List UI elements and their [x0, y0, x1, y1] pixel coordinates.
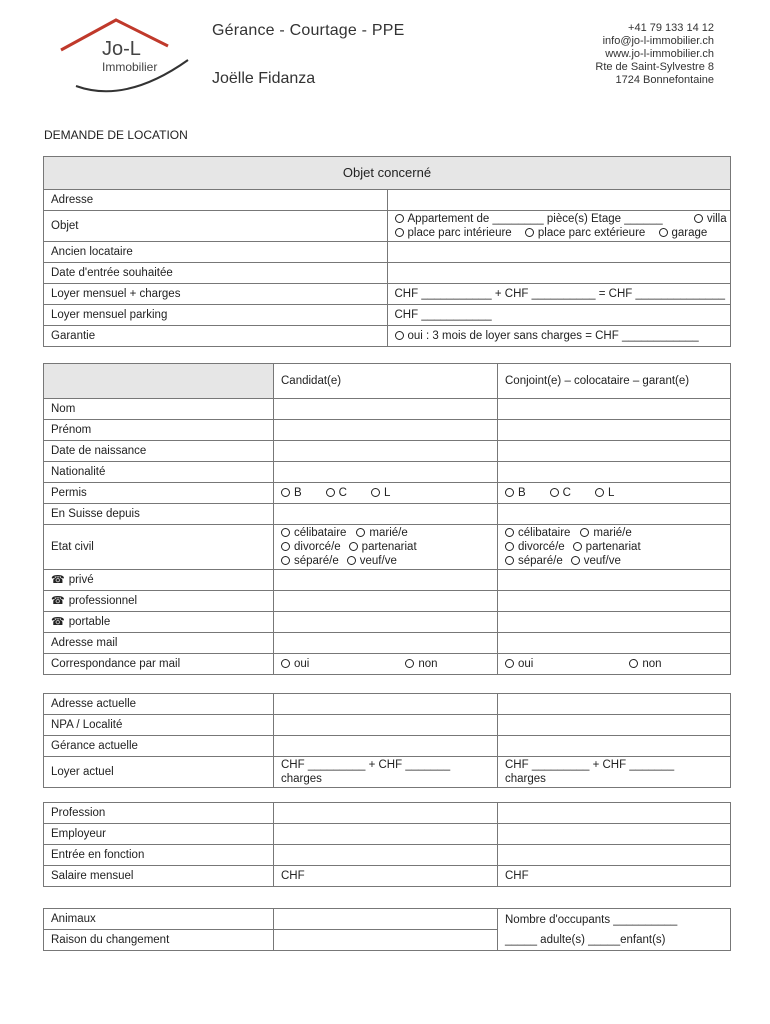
field-label: Etat civil	[44, 525, 274, 570]
partner-current-rent-field[interactable]	[498, 757, 731, 788]
field-label: Loyer mensuel + charges	[44, 284, 388, 305]
radio-icon[interactable]	[525, 228, 534, 237]
field-label: Loyer actuel	[44, 757, 274, 788]
contact-email: info@jo-l-immobilier.ch	[602, 35, 714, 47]
permit-option: B	[518, 487, 526, 499]
candidate-phone-work-field[interactable]	[274, 591, 498, 612]
status-option: marié/e	[593, 527, 632, 539]
candidate-current-address-field[interactable]	[274, 694, 498, 715]
radio-icon[interactable]	[405, 659, 414, 668]
partner-postcode-field[interactable]	[498, 715, 731, 736]
option-yes: oui	[518, 658, 534, 670]
company-logo	[56, 16, 196, 96]
field-label: Raison du changement	[44, 930, 274, 951]
radio-icon[interactable]	[629, 659, 638, 668]
table-row	[44, 612, 731, 633]
radio-icon[interactable]	[571, 556, 580, 565]
permit-option: C	[562, 487, 571, 499]
partner-civil-status	[498, 525, 731, 570]
table-row	[44, 824, 731, 845]
table-row	[44, 715, 731, 736]
column-header-partner: Conjoint(e) – colocataire – garant(e)	[498, 364, 731, 399]
radio-icon[interactable]	[550, 488, 559, 497]
phone-icon: ☎	[51, 595, 65, 607]
contact-website: www.jo-l-immobilier.ch	[605, 48, 714, 60]
status-option: partenariat	[585, 541, 641, 553]
status-option: séparé/e	[518, 555, 563, 567]
candidate-civil-status	[274, 525, 498, 570]
move-in-date-field[interactable]	[387, 263, 731, 284]
contact-phone: +41 79 133 14 12	[628, 22, 714, 34]
field-label: Objet	[44, 211, 388, 242]
radio-icon[interactable]	[580, 528, 589, 537]
field-label: Gérance actuelle	[44, 736, 274, 757]
option-yes: oui	[294, 658, 310, 670]
radio-icon[interactable]	[395, 214, 404, 223]
partner-agency-field[interactable]	[498, 736, 731, 757]
permit-option: L	[383, 487, 391, 499]
rent-line: CHF _________ + CHF _______	[281, 759, 451, 771]
table-row	[44, 570, 731, 591]
candidate-start-date-field[interactable]	[274, 845, 498, 866]
table-row	[44, 866, 731, 887]
field-label	[44, 591, 274, 612]
phone-private-label: privé	[68, 574, 94, 586]
status-option: célibataire	[294, 527, 347, 539]
table-row	[44, 441, 731, 462]
partner-start-date-field[interactable]	[498, 845, 731, 866]
address-table	[43, 693, 731, 788]
page-title: DEMANDE DE LOCATION	[44, 128, 188, 142]
candidate-salary-field[interactable]: CHF	[274, 866, 498, 887]
field-label: Entrée en fonction	[44, 845, 274, 866]
applicant-header-blank	[44, 364, 274, 399]
status-option: célibataire	[518, 527, 571, 539]
table-row	[44, 284, 731, 305]
radio-icon[interactable]	[326, 488, 335, 497]
guarantee-text: oui : 3 mois de loyer sans charges = CHF ____________	[407, 330, 699, 342]
permit-option: L	[607, 487, 615, 499]
option-parking-indoor: place parc intérieure	[407, 227, 512, 239]
address-field[interactable]	[387, 190, 731, 211]
radio-icon[interactable]	[505, 659, 514, 668]
partner-birthdate-field[interactable]	[498, 441, 731, 462]
status-option: partenariat	[361, 541, 417, 553]
table-row	[44, 694, 731, 715]
logo-subtitle: Immobilier	[102, 60, 158, 74]
table-row	[44, 305, 731, 326]
object-table	[43, 156, 731, 347]
field-label: En Suisse depuis	[44, 504, 274, 525]
table-row	[44, 736, 731, 757]
candidate-postcode-field[interactable]	[274, 715, 498, 736]
letterhead	[44, 12, 730, 98]
parking-rent-field[interactable]: CHF ___________	[387, 305, 731, 326]
permit-option: C	[338, 487, 347, 499]
option-no: non	[418, 658, 438, 670]
partner-profession-field[interactable]	[498, 803, 731, 824]
phone-icon: ☎	[51, 574, 65, 586]
candidate-birthdate-field[interactable]	[274, 441, 498, 462]
table-row	[44, 591, 731, 612]
table-row	[44, 399, 731, 420]
table-row	[44, 242, 731, 263]
candidate-phone-mobile-field[interactable]	[274, 612, 498, 633]
field-label: Date de naissance	[44, 441, 274, 462]
partner-phone-work-field[interactable]	[498, 591, 731, 612]
table-row	[44, 654, 731, 675]
logo-name: Jo-L	[102, 38, 141, 60]
table-row	[44, 462, 731, 483]
table-row	[44, 803, 731, 824]
option-villa: villa	[706, 213, 727, 225]
previous-tenant-field[interactable]	[387, 242, 731, 263]
table-row	[44, 525, 731, 570]
status-option: divorcé/e	[518, 541, 565, 553]
radio-icon[interactable]	[395, 228, 404, 237]
candidate-in-switzerland-field[interactable]	[274, 504, 498, 525]
partner-permit-options	[498, 483, 731, 504]
contact-city: 1724 Bonnefontaine	[615, 74, 714, 86]
status-option: marié/e	[369, 527, 408, 539]
radio-icon[interactable]	[595, 488, 604, 497]
phone-mobile-label: portable	[68, 616, 111, 628]
radio-icon[interactable]	[349, 542, 358, 551]
field-label: Correspondance par mail	[44, 654, 274, 675]
field-label: Employeur	[44, 824, 274, 845]
table-row	[44, 211, 731, 242]
partner-lastname-field[interactable]	[498, 399, 731, 420]
candidate-phone-private-field[interactable]	[274, 570, 498, 591]
table-row	[44, 326, 731, 347]
partner-current-address-field[interactable]	[498, 694, 731, 715]
field-label: Nom	[44, 399, 274, 420]
radio-icon[interactable]	[281, 556, 290, 565]
radio-icon[interactable]	[371, 488, 380, 497]
occupants-field[interactable]	[498, 909, 731, 951]
other-info-table	[43, 908, 731, 951]
field-label	[44, 570, 274, 591]
status-option: séparé/e	[294, 555, 339, 567]
partner-in-switzerland-field[interactable]	[498, 504, 731, 525]
table-row	[44, 190, 731, 211]
field-label: Garantie	[44, 326, 388, 347]
status-option: veuf/ve	[359, 555, 397, 567]
reason-field[interactable]	[274, 930, 498, 951]
partner-email-field[interactable]	[498, 633, 731, 654]
radio-icon[interactable]	[659, 228, 668, 237]
radio-icon[interactable]	[395, 331, 404, 340]
table-row	[44, 757, 731, 788]
table-row	[44, 845, 731, 866]
contact-street: Rte de Saint-Sylvestre 8	[595, 61, 714, 73]
option-garage: garage	[671, 227, 708, 239]
partner-salary-field[interactable]: CHF	[498, 866, 731, 887]
status-option: veuf/ve	[583, 555, 621, 567]
company-services: Gérance - Courtage - PPE	[212, 22, 405, 39]
field-label: Permis	[44, 483, 274, 504]
field-label	[44, 612, 274, 633]
column-header-candidate: Candidat(e)	[274, 364, 498, 399]
radio-icon[interactable]	[347, 556, 356, 565]
table-row	[44, 483, 731, 504]
field-label: NPA / Localité	[44, 715, 274, 736]
field-label: Animaux	[44, 909, 274, 930]
occupants-line: Nombre d'occupants __________	[505, 913, 678, 926]
guarantee-field	[387, 326, 731, 347]
field-label: Loyer mensuel parking	[44, 305, 388, 326]
field-label: Nationalité	[44, 462, 274, 483]
contact-block	[595, 22, 714, 87]
phone-work-label: professionnel	[68, 595, 138, 607]
candidate-nationality-field[interactable]	[274, 462, 498, 483]
radio-icon[interactable]	[505, 488, 514, 497]
field-label: Profession	[44, 803, 274, 824]
field-label: Ancien locataire	[44, 242, 388, 263]
radio-icon[interactable]	[281, 528, 290, 537]
field-label: Salaire mensuel	[44, 866, 274, 887]
rent-charges-label: charges	[281, 773, 322, 785]
candidate-profession-field[interactable]	[274, 803, 498, 824]
radio-icon[interactable]	[694, 214, 703, 223]
table-row	[44, 263, 731, 284]
object-table-header: Objet concerné	[44, 157, 731, 190]
candidate-employer-field[interactable]	[274, 824, 498, 845]
field-label: Adresse actuelle	[44, 694, 274, 715]
table-row	[44, 633, 731, 654]
candidate-firstname-field[interactable]	[274, 420, 498, 441]
partner-nationality-field[interactable]	[498, 462, 731, 483]
option-no: non	[642, 658, 662, 670]
permit-option: B	[294, 487, 302, 499]
candidate-current-rent-field[interactable]	[274, 757, 498, 788]
status-option: divorcé/e	[294, 541, 341, 553]
table-row	[44, 504, 731, 525]
partner-phone-mobile-field[interactable]	[498, 612, 731, 633]
candidate-mail-correspondence	[274, 654, 498, 675]
partner-firstname-field[interactable]	[498, 420, 731, 441]
option-apartment: Appartement de ________ pièce(s) Etage ______	[407, 213, 663, 225]
radio-icon[interactable]	[356, 528, 365, 537]
table-row	[44, 909, 731, 930]
pets-field[interactable]	[274, 909, 498, 930]
field-label: Date d'entrée souhaitée	[44, 263, 388, 284]
partner-phone-private-field[interactable]	[498, 570, 731, 591]
company-owner: Joëlle Fidanza	[212, 70, 316, 87]
object-options-line2	[395, 226, 724, 240]
partner-employer-field[interactable]	[498, 824, 731, 845]
radio-icon[interactable]	[505, 542, 514, 551]
rent-line: CHF _________ + CHF _______	[505, 759, 675, 771]
partner-mail-correspondence	[498, 654, 731, 675]
object-type-field	[387, 211, 731, 242]
radio-icon[interactable]	[281, 542, 290, 551]
phone-icon: ☎	[51, 616, 65, 628]
candidate-lastname-field[interactable]	[274, 399, 498, 420]
object-options-line1	[395, 212, 727, 226]
field-label: Adresse	[44, 190, 388, 211]
radio-icon[interactable]	[281, 488, 290, 497]
radio-icon[interactable]	[505, 556, 514, 565]
radio-icon[interactable]	[505, 528, 514, 537]
rent-charges-field[interactable]: CHF ___________ + CHF __________ = CHF ______________	[387, 284, 731, 305]
radio-icon[interactable]	[281, 659, 290, 668]
employment-table	[43, 802, 731, 887]
adults-children-line: _____ adulte(s) _____enfant(s)	[505, 933, 666, 946]
table-row	[44, 420, 731, 441]
option-parking-outdoor: place parc extérieure	[537, 227, 646, 239]
candidate-agency-field[interactable]	[274, 736, 498, 757]
candidate-permit-options	[274, 483, 498, 504]
rent-charges-label: charges	[505, 773, 546, 785]
radio-icon[interactable]	[573, 542, 582, 551]
field-label: Prénom	[44, 420, 274, 441]
applicant-table	[43, 363, 731, 675]
field-label: Adresse mail	[44, 633, 274, 654]
candidate-email-field[interactable]	[274, 633, 498, 654]
